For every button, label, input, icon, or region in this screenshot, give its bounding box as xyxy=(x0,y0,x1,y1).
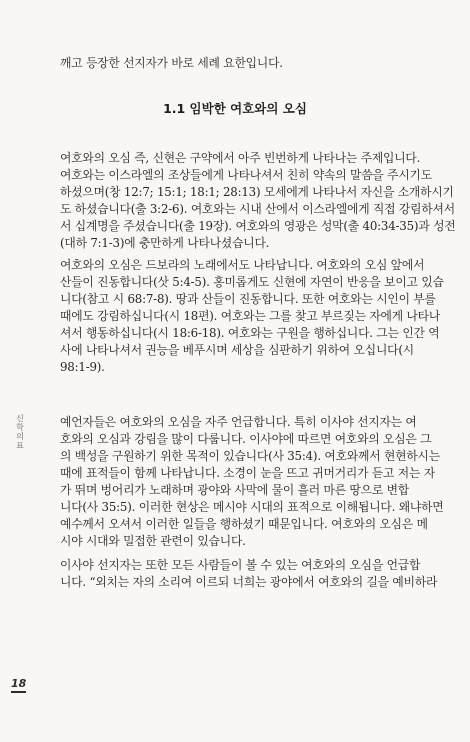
paragraph1-line: (대하 7:1-3)에 충만하게 나타나셨습니다. xyxy=(60,236,270,250)
paragraph2-line: 산들이 진동합니다(삿 5:4-5). 홍미롭게도 신현에 자연이 반응을 보이고 있습 xyxy=(60,275,444,289)
paragraph3-line: 때에 표적들이 함께 나타납니다. 소경이 눈을 뜨고 귀머거리가 듣고 저는 자 xyxy=(60,466,435,480)
paragraph1-line: 여호와의 오심 즉, 신현은 구약에서 아주 빈번하게 나타나는 주제입니다. xyxy=(60,151,421,165)
section-heading: 1.1 임박한 여호와의 오심 xyxy=(163,101,307,116)
paragraph4-line: 이사야 선지자는 또한 모든 사람들이 볼 수 있는 여호와의 오심을 언급합 xyxy=(60,558,421,572)
page-number: 18 xyxy=(11,678,26,693)
paragraph2-line: 니다(참고 시 68:7-8). 땅과 산들이 진동합니다. 또한 여호와는 시인이 부를 xyxy=(60,292,436,306)
paragraph4-line: 니다. “외치는 자의 소리여 이르되 너희는 광야에서 여호와의 길을 예비하라 xyxy=(60,575,438,589)
paragraph3-line: 시야 시대와 밀접한 관련이 있습니다. xyxy=(60,534,246,548)
paragraph2-line: 때에도 강림하십니다(시 18편). 여호와는 그를 찾고 부르짖는 자에게 나타나 xyxy=(60,309,441,323)
paragraph2-line: 셔서 행동하십니다(시 18:6-18). 여호와는 구원을 행하십니다. 그는 인간 역 xyxy=(60,326,440,340)
paragraph2-line: 사에 나타나셔서 권능을 베푸시며 세상을 심판하기 위하여 오십니다(시 xyxy=(60,343,414,357)
paragraph1-line: 여호와는 이스라엘의 조상들에게 나타나셔서 친히 약속의 말씀을 주시기도 xyxy=(60,168,432,182)
paragraph1-line: 도 하셨습니다(출 3:2-6). 여호와는 시내 산에서 이스라엘에게 직접 강림하셔서 xyxy=(60,202,455,216)
paragraph3-line: 가 뛰며 벙어리가 노래하며 광야와 사막에 물이 흘러 마른 땅으로 변합 xyxy=(60,483,409,497)
running-head: 신학의 표 xyxy=(16,414,24,450)
intro-line: 깨고 등장한 선지자가 바로 세례 요한입니다. xyxy=(60,56,283,70)
paragraph1-line: 서 십계명을 주셨습니다(출 19장). 여호와의 영광은 성막(출 40:34-35)과 성전 xyxy=(60,219,456,233)
paragraph2-line: 여호와의 오심은 드보라의 노래에서도 나타납니다. 여호와의 오심 앞에서 xyxy=(60,258,425,272)
paragraph3-line: 의 백성을 구원하기 위한 목적이 있습니다(사 35:4). 여호와께서 현현하시는 xyxy=(60,449,440,463)
paragraph3-line: 호와의 오심과 강림을 많이 다룹니다. 이사야에 따르면 여호와의 오심은 그 xyxy=(60,432,432,446)
paragraph2-line: 98:1-9). xyxy=(60,360,105,374)
paragraph3-line: 예언자들은 여호와의 오심을 자주 언급합니다. 특히 이사야 선지자는 여 xyxy=(60,415,417,429)
paragraph3-line: 예수께서 오셔서 이러한 일들을 행하셨기 때문입니다. 여호와의 오심은 메 xyxy=(60,517,428,531)
paragraph1-line: 하셨으며(창 12:7; 15:1; 18:1; 28:13) 모세에게 나타나서 자신을 소개하시기 xyxy=(60,185,454,199)
paragraph3-line: 니다(사 35:5). 이러한 현상은 메시야 시대의 표적으로 이해됩니다. 왜냐하면 xyxy=(60,500,444,514)
